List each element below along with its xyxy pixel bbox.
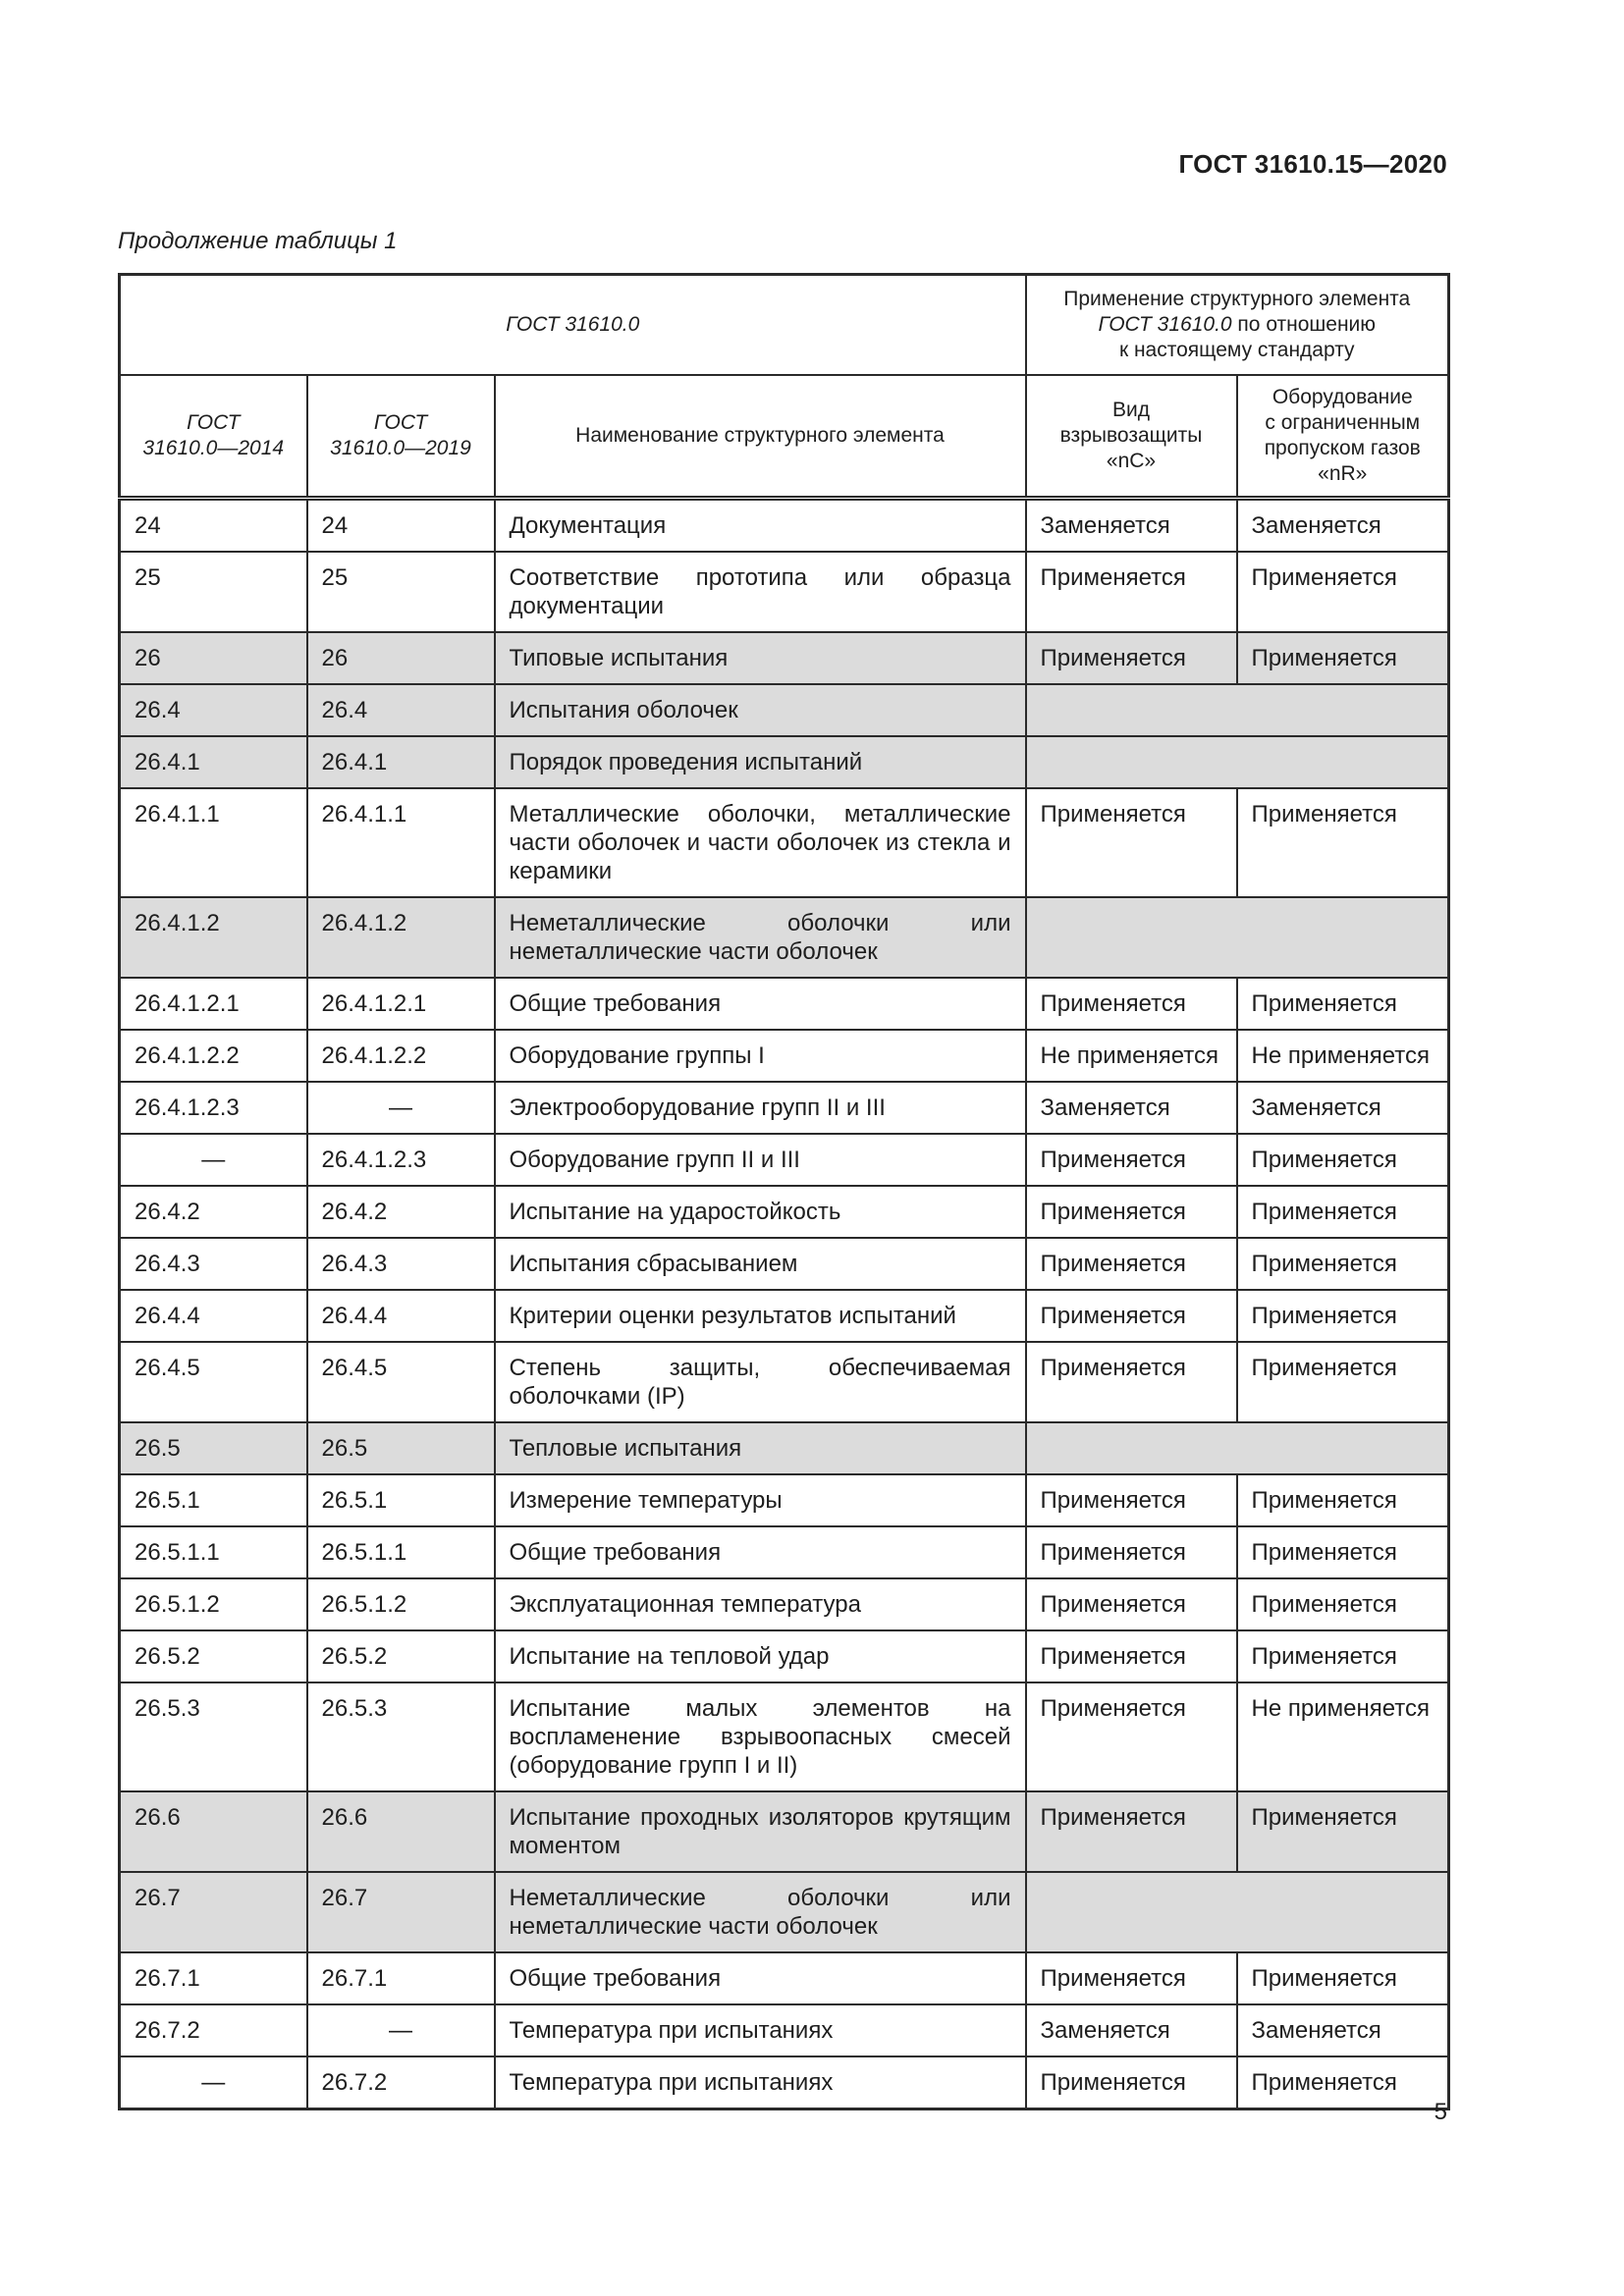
cell-nc: Применяется: [1026, 978, 1237, 1030]
cell-gost-2019: 26.4.1: [307, 736, 495, 788]
cell-nr: Применяется: [1237, 1630, 1449, 1682]
cell-element-name: Неметаллические оболочки или неметаллические части оболочек: [495, 897, 1026, 978]
cell-gost-2019: 26.4.4: [307, 1290, 495, 1342]
table-header: [120, 275, 1449, 499]
cell-nc: Применяется: [1026, 1630, 1237, 1682]
header-group-application-line1: Применение структурного элемента: [1063, 288, 1411, 310]
cell-gost-2014: 26.4.3: [120, 1238, 307, 1290]
cell-gost-2014: 25: [120, 552, 307, 632]
cell-gost-2014: 26.4: [120, 684, 307, 736]
header-group-gost: ГОСТ 31610.0: [120, 275, 1026, 376]
cell-nc: Применяется: [1026, 1134, 1237, 1186]
table-row: [120, 1578, 1449, 1630]
page-number: 5: [1434, 2099, 1447, 2125]
cell-element-name: Общие требования: [495, 978, 1026, 1030]
cell-gost-2014: 26.7: [120, 1872, 307, 1952]
cell-gost-2014: 26.4.1.1: [120, 788, 307, 897]
cell-element-name: Электрооборудование групп II и III: [495, 1082, 1026, 1134]
cell-nc: Заменяется: [1026, 1082, 1237, 1134]
cell-nr: Не применяется: [1237, 1030, 1449, 1082]
cell-gost-2019: 26.4.1.2.3: [307, 1134, 495, 1186]
cell-gost-2019: 26.4.5: [307, 1342, 495, 1422]
table-row: [120, 499, 1449, 553]
header-col-nc-l1: Вид: [1112, 399, 1150, 421]
cell-element-name: Эксплуатационная температура: [495, 1578, 1026, 1630]
header-col-gost-2019: [307, 375, 495, 499]
table-row: [120, 1134, 1449, 1186]
cell-element-name: Температура при испытаниях: [495, 2004, 1026, 2056]
cell-gost-2019: 26.5.3: [307, 1682, 495, 1791]
cell-nr: Применяется: [1237, 1342, 1449, 1422]
cell-gost-2014: 26.5.1.2: [120, 1578, 307, 1630]
cell-element-name: Документация: [495, 499, 1026, 553]
table-row: [120, 1872, 1449, 1952]
cell-element-name: Типовые испытания: [495, 632, 1026, 684]
cell-element-name: Общие требования: [495, 1952, 1026, 2004]
table-row: [120, 684, 1449, 736]
cell-gost-2019: 24: [307, 499, 495, 553]
cell-element-name: Измерение температуры: [495, 1474, 1026, 1526]
cell-gost-2019: 26.7.2: [307, 2056, 495, 2109]
header-col-nr-l1: Оборудование: [1272, 386, 1413, 408]
cell-gost-2019: 26.5.2: [307, 1630, 495, 1682]
cell-gost-2019: 26.4: [307, 684, 495, 736]
cell-element-name: Температура при испытаниях: [495, 2056, 1026, 2109]
header-col-nc-l2: взрывозащиты: [1059, 424, 1203, 447]
cell-gost-2019: 26.4.1.2: [307, 897, 495, 978]
header-col-gost-2014-l2: 31610.0—2014: [142, 437, 285, 459]
cell-gost-2014: 26.7.2: [120, 2004, 307, 2056]
cell-nc: Применяется: [1026, 1952, 1237, 2004]
cell-nr: Применяется: [1237, 1526, 1449, 1578]
table-row: [120, 1030, 1449, 1082]
cell-gost-2019: 26.7.1: [307, 1952, 495, 2004]
cell-element-name: Критерии оценки результатов испытаний: [495, 1290, 1026, 1342]
cell-gost-2014: 26.6: [120, 1791, 307, 1872]
cell-merged-empty: [1026, 684, 1449, 736]
table-row: [120, 1342, 1449, 1422]
cell-nc: Заменяется: [1026, 2004, 1237, 2056]
header-col-nr-l2: с ограниченным: [1265, 411, 1421, 434]
cell-merged-empty: [1026, 1872, 1449, 1952]
cell-gost-2019: 26.6: [307, 1791, 495, 1872]
cell-element-name: Степень защиты, обеспечиваемая оболочками (IP): [495, 1342, 1026, 1422]
cell-element-name: Испытания сбрасыванием: [495, 1238, 1026, 1290]
table-row: [120, 632, 1449, 684]
cell-gost-2014: 26.7.1: [120, 1952, 307, 2004]
table-row: [120, 1630, 1449, 1682]
cell-nc: Применяется: [1026, 1578, 1237, 1630]
header-group-application-ref: ГОСТ 31610.0: [1098, 313, 1232, 336]
cell-nr: Заменяется: [1237, 2004, 1449, 2056]
cell-nc: Применяется: [1026, 1290, 1237, 1342]
cell-gost-2014: 26.5.1: [120, 1474, 307, 1526]
cell-gost-2019: —: [307, 1082, 495, 1134]
cell-nr: Применяется: [1237, 1474, 1449, 1526]
cell-gost-2019: 26.4.3: [307, 1238, 495, 1290]
header-col-gost-2014: [120, 375, 307, 499]
table-caption: Продолжение таблицы 1: [118, 228, 398, 254]
cell-nr: Применяется: [1237, 1238, 1449, 1290]
header-col-gost-2019-l2: 31610.0—2019: [330, 437, 471, 459]
cell-gost-2014: 26: [120, 632, 307, 684]
cell-nc: Применяется: [1026, 2056, 1237, 2109]
table-row: [120, 1290, 1449, 1342]
cell-nc: Применяется: [1026, 1342, 1237, 1422]
table-row: [120, 897, 1449, 978]
cell-nc: Применяется: [1026, 552, 1237, 632]
cell-gost-2014: 26.4.1.2: [120, 897, 307, 978]
cell-nr: Применяется: [1237, 1186, 1449, 1238]
table-row: [120, 2056, 1449, 2109]
table-row: [120, 1474, 1449, 1526]
cell-nr: Применяется: [1237, 2056, 1449, 2109]
cell-nr: Применяется: [1237, 552, 1449, 632]
standards-table: [118, 273, 1450, 2110]
cell-gost-2019: 26.5.1: [307, 1474, 495, 1526]
cell-gost-2014: 24: [120, 499, 307, 553]
table-row: [120, 552, 1449, 632]
table-row: [120, 2004, 1449, 2056]
cell-gost-2019: 26: [307, 632, 495, 684]
cell-merged-empty: [1026, 1422, 1449, 1474]
cell-merged-empty: [1026, 736, 1449, 788]
cell-element-name: Оборудование группы I: [495, 1030, 1026, 1082]
table-row: [120, 1238, 1449, 1290]
table-row: [120, 736, 1449, 788]
header-group-application-line3: к настоящему стандарту: [1118, 339, 1355, 361]
cell-nc: Применяется: [1026, 632, 1237, 684]
cell-nr: Применяется: [1237, 788, 1449, 897]
table-row: [120, 1526, 1449, 1578]
cell-gost-2019: 26.7: [307, 1872, 495, 1952]
cell-gost-2019: 26.5.1.1: [307, 1526, 495, 1578]
header-col-nr-l3: пропуском газов: [1264, 437, 1421, 459]
cell-gost-2014: 26.4.1.2.2: [120, 1030, 307, 1082]
cell-gost-2014: 26.5.2: [120, 1630, 307, 1682]
cell-element-name: Металлические оболочки, металлические части оболочек и части оболочек из стекла и керамики: [495, 788, 1026, 897]
cell-gost-2019: 26.4.1.2.1: [307, 978, 495, 1030]
cell-gost-2019: —: [307, 2004, 495, 2056]
cell-element-name: Испытание на тепловой удар: [495, 1630, 1026, 1682]
table-row: [120, 1952, 1449, 2004]
cell-nr: Применяется: [1237, 632, 1449, 684]
cell-gost-2014: 26.4.2: [120, 1186, 307, 1238]
header-col-nr-l4: «nR»: [1318, 462, 1368, 485]
cell-nr: Применяется: [1237, 1134, 1449, 1186]
cell-gost-2014: 26.5: [120, 1422, 307, 1474]
table-body: [120, 499, 1449, 2109]
cell-nr: Не применяется: [1237, 1682, 1449, 1791]
cell-element-name: Испытание малых элементов на воспламенение взрывоопасных смесей (оборудование групп I и II): [495, 1682, 1026, 1791]
table-row: [120, 1791, 1449, 1872]
header-group-application: [1026, 275, 1449, 376]
cell-gost-2019: 26.5.1.2: [307, 1578, 495, 1630]
cell-gost-2019: 26.4.1.1: [307, 788, 495, 897]
document-code: ГОСТ 31610.15—2020: [1178, 149, 1447, 179]
table-row: [120, 1682, 1449, 1791]
cell-gost-2014: —: [120, 1134, 307, 1186]
cell-nr: Применяется: [1237, 1791, 1449, 1872]
header-col-nr: [1237, 375, 1449, 499]
cell-element-name: Соответствие прототипа или образца документации: [495, 552, 1026, 632]
header-group-application-line2: по отношению: [1231, 313, 1377, 336]
cell-nr: Применяется: [1237, 1952, 1449, 2004]
cell-gost-2019: 26.4.2: [307, 1186, 495, 1238]
cell-nc: Применяется: [1026, 788, 1237, 897]
cell-nc: Применяется: [1026, 1526, 1237, 1578]
cell-element-name: Общие требования: [495, 1526, 1026, 1578]
cell-nc: Применяется: [1026, 1238, 1237, 1290]
cell-element-name: Неметаллические оболочки или неметаллические части оболочек: [495, 1872, 1026, 1952]
cell-nc: Применяется: [1026, 1682, 1237, 1791]
header-col-nc-l3: «nC»: [1106, 450, 1157, 472]
table-row: [120, 788, 1449, 897]
cell-gost-2014: 26.4.4: [120, 1290, 307, 1342]
cell-element-name: Испытания оболочек: [495, 684, 1026, 736]
table-row: [120, 1422, 1449, 1474]
cell-gost-2019: 26.4.1.2.2: [307, 1030, 495, 1082]
table-row: [120, 978, 1449, 1030]
cell-nc: Применяется: [1026, 1791, 1237, 1872]
cell-nr: Заменяется: [1237, 1082, 1449, 1134]
cell-nc: Применяется: [1026, 1474, 1237, 1526]
cell-nr: Применяется: [1237, 1578, 1449, 1630]
cell-element-name: Испытание на ударостойкость: [495, 1186, 1026, 1238]
cell-gost-2014: 26.4.1.2.3: [120, 1082, 307, 1134]
cell-element-name: Тепловые испытания: [495, 1422, 1026, 1474]
cell-nc: Применяется: [1026, 1186, 1237, 1238]
table-row: [120, 1082, 1449, 1134]
cell-gost-2014: 26.4.1.2.1: [120, 978, 307, 1030]
cell-gost-2014: —: [120, 2056, 307, 2109]
cell-element-name: Испытание проходных изоляторов крутящим моментом: [495, 1791, 1026, 1872]
cell-nr: Применяется: [1237, 1290, 1449, 1342]
header-col-name: Наименование структурного элемента: [495, 375, 1026, 499]
cell-gost-2014: 26.5.3: [120, 1682, 307, 1791]
cell-nr: Заменяется: [1237, 499, 1449, 553]
cell-gost-2014: 26.4.1: [120, 736, 307, 788]
cell-merged-empty: [1026, 897, 1449, 978]
cell-element-name: Порядок проведения испытаний: [495, 736, 1026, 788]
cell-gost-2019: 26.5: [307, 1422, 495, 1474]
cell-nr: Применяется: [1237, 978, 1449, 1030]
table-row: [120, 1186, 1449, 1238]
header-col-gost-2019-l1: ГОСТ: [373, 411, 428, 434]
cell-element-name: Оборудование групп II и III: [495, 1134, 1026, 1186]
cell-nc: Заменяется: [1026, 499, 1237, 553]
cell-gost-2014: 26.4.5: [120, 1342, 307, 1422]
header-col-gost-2014-l1: ГОСТ: [187, 411, 241, 434]
cell-gost-2019: 25: [307, 552, 495, 632]
cell-gost-2014: 26.5.1.1: [120, 1526, 307, 1578]
cell-nc: Не применяется: [1026, 1030, 1237, 1082]
header-col-nc: [1026, 375, 1237, 499]
